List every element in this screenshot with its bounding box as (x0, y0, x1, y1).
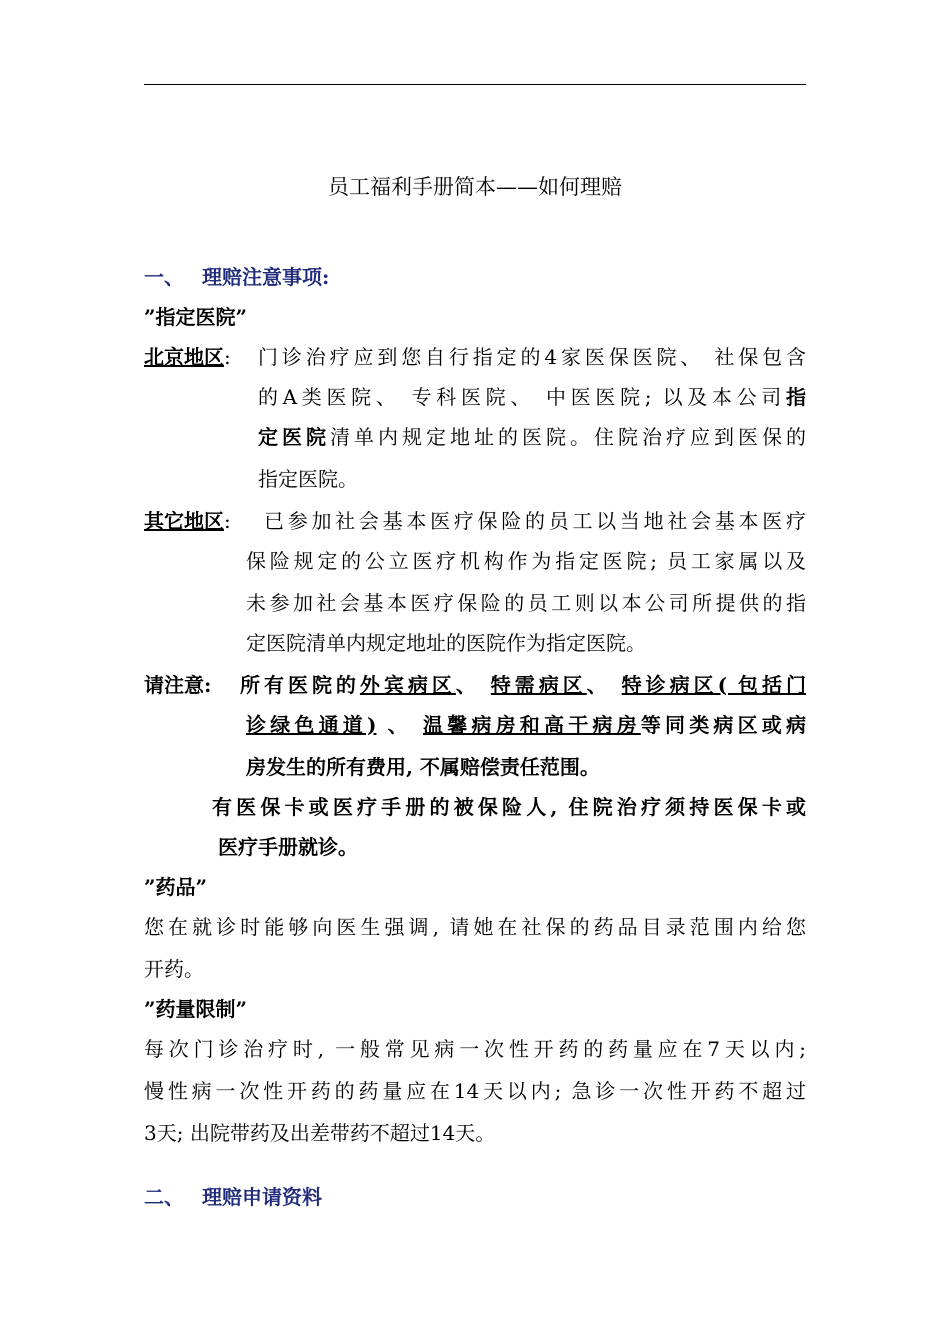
beijing-label: 北京地区 (144, 345, 224, 369)
section-1-title: 理赔注意事项: (202, 265, 330, 289)
dosage-limit-line-2: 慢性病一次性开药的药量应在14天以内; 急诊一次性开药不超过 (144, 1079, 806, 1103)
notice-line-5: 医疗手册就诊。 (218, 835, 358, 859)
beijing-line-1: 门诊治疗应到您自行指定的4家医保医院、 社保包含 (258, 345, 806, 369)
dosage-limit-line-3: 3天; 出院带药及出差带药不超过14天。 (144, 1121, 496, 1145)
other-colon: : (224, 509, 231, 533)
drug-heading: ”药品” (144, 875, 208, 899)
notice-line-2 (246, 710, 806, 740)
dosage-limit-line-1: 每次门诊治疗时, 一般常见病一次性开药的药量应在7天以内; (144, 1037, 806, 1061)
notice-text: 等同类病区或病 (640, 713, 807, 737)
other-label: 其它地区 (144, 509, 224, 533)
notice-line-3: 房发生的所有费用, 不属赔偿责任范围。 (246, 755, 600, 779)
section-2-number: 二、 (144, 1185, 184, 1209)
drug-line-1: 您在就诊时能够向医生强调, 请她在社保的药品目录范围内给您 (144, 915, 806, 939)
beijing-line-4: 指定医院。 (258, 467, 358, 491)
notice-underlined: 诊绿色通道) (246, 713, 377, 737)
notice-underlined: 外宾病区 (359, 673, 456, 697)
notice-text: 所有医院的 (240, 673, 360, 697)
notice-line-4: 有医保卡或医疗手册的被保险人, 住院治疗须持医保卡或 (212, 795, 806, 819)
section-2-heading (144, 1182, 322, 1212)
notice-underlined: 特诊病区( 包括门 (621, 673, 806, 697)
beijing-label-line (144, 342, 231, 372)
other-label-line (144, 506, 231, 536)
other-line-1: 已参加社会基本医疗保险的员工以当地社会基本医疗 (264, 509, 806, 533)
section-2-title: 理赔申请资料 (202, 1185, 322, 1209)
beijing-line-3-text: 清单内规定地址的医院。住院治疗应到医保的 (330, 425, 806, 449)
beijing-colon: : (224, 345, 231, 369)
section-1-heading (144, 262, 329, 292)
dosage-limit-heading: ”药量限制” (144, 997, 248, 1021)
page-title: 员工福利手册简本——如何理赔 (328, 175, 622, 199)
beijing-line-2-bold: 指 (786, 385, 806, 409)
header-rule (144, 84, 806, 85)
notice-text: 、 (376, 713, 423, 737)
beijing-line-2 (258, 382, 806, 412)
notice-underlined: 温馨病房和高干病房 (423, 713, 641, 737)
notice-label: 请注意: (144, 673, 212, 697)
drug-line-2: 开药。 (144, 957, 204, 981)
other-line-4: 定医院清单内规定地址的医院作为指定医院。 (246, 631, 646, 655)
notice-text: 、 (586, 673, 622, 697)
beijing-line-3-bold: 定医院 (258, 425, 330, 449)
other-line-3: 未参加社会基本医疗保险的员工则以本公司所提供的指 (246, 591, 806, 615)
designated-hospital-heading: ”指定医院” (144, 305, 248, 329)
section-1-number: 一、 (144, 265, 184, 289)
notice-text: 、 (455, 673, 491, 697)
beijing-line-2-text: 的A类医院、 专科医院、 中医医院; 以及本公司 (258, 385, 786, 409)
notice-underlined: 特需病区 (490, 673, 587, 697)
notice-line-1 (240, 670, 806, 700)
beijing-line-3 (258, 422, 806, 452)
other-line-2: 保险规定的公立医疗机构作为指定医院; 员工家属以及 (246, 549, 806, 573)
